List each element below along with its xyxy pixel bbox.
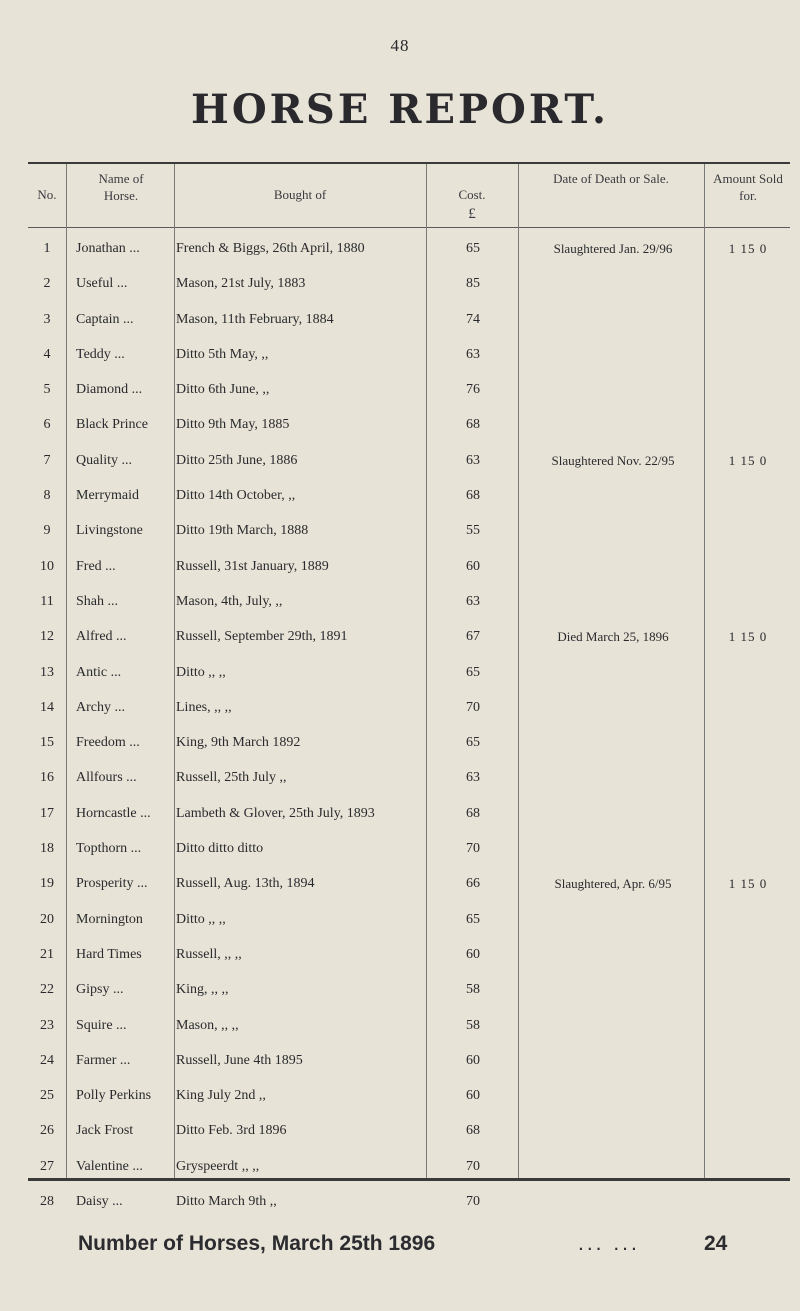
cell-cost: 67	[466, 629, 480, 645]
table-row	[28, 232, 790, 267]
cell-cost: 65	[466, 735, 480, 751]
table-row	[28, 761, 790, 796]
table-row	[28, 973, 790, 1008]
cell-no: 26	[40, 1123, 54, 1139]
cell-bought-of: Ditto Feb. 3rd 1896	[176, 1123, 287, 1139]
cell-no: 25	[40, 1088, 54, 1104]
cell-bought-of: Ditto 25th June, 1886	[176, 452, 298, 468]
cell-amount-sold: 1 15 0	[728, 629, 768, 645]
cell-bought-of: Russell, September 29th, 1891	[176, 629, 348, 645]
cell-horse-name: Valentine ...	[76, 1158, 143, 1174]
table-row	[28, 620, 790, 655]
table-row	[28, 1114, 790, 1149]
cell-bought-of: Gryspeerdt ,, ,,	[176, 1158, 260, 1174]
cell-no: 8	[43, 488, 51, 504]
cell-amount-sold: 1 15 0	[728, 452, 768, 468]
table-row	[28, 585, 790, 620]
summary-leader-dots: ... ...	[578, 1232, 640, 1255]
table-row	[28, 938, 790, 973]
cell-bought-of: Ditto 6th June, ,,	[176, 382, 270, 398]
table-row	[28, 1009, 790, 1044]
cell-horse-name: Shah ...	[76, 593, 118, 609]
cell-horse-name: Prosperity ...	[76, 876, 148, 892]
cell-bought-of: Russell, ,, ,,	[176, 946, 242, 962]
cell-horse-name: Captain ...	[76, 311, 134, 327]
cell-horse-name: Jonathan ...	[76, 241, 140, 256]
table-header-rule	[28, 227, 790, 228]
cell-cost: 58	[466, 1017, 480, 1033]
cell-bought-of: Mason, 11th February, 1884	[176, 311, 334, 327]
table-row	[28, 408, 790, 443]
cell-bought-of: Ditto 5th May, ,,	[176, 346, 269, 362]
cell-bought-of: Ditto 9th May, 1885	[176, 417, 290, 433]
cell-no: 1	[43, 241, 51, 256]
table-row	[28, 1185, 790, 1220]
cell-cost: 63	[466, 593, 480, 609]
cell-cost: 65	[466, 911, 480, 927]
page-title: HORSE REPORT.	[191, 86, 609, 133]
cell-horse-name: Daisy ...	[76, 1194, 123, 1210]
cell-horse-name: Livingstone	[76, 523, 143, 539]
cell-no: 19	[40, 876, 54, 892]
cell-no: 13	[40, 664, 54, 680]
cell-horse-name: Hard Times	[76, 946, 142, 962]
cell-horse-name: Archy ...	[76, 699, 125, 715]
cell-cost: 70	[466, 841, 480, 857]
cell-bought-of: Ditto ditto ditto	[176, 841, 264, 857]
page-number: 48	[390, 36, 410, 55]
cell-horse-name: Gipsy ...	[76, 982, 124, 998]
cell-horse-name: Useful ...	[76, 276, 128, 292]
cell-horse-name: Antic ...	[76, 664, 122, 680]
cell-bought-of: Lines, ,, ,,	[176, 699, 232, 715]
cell-bought-of: Ditto 14th October, ,,	[176, 488, 296, 504]
cell-no: 11	[40, 593, 54, 609]
cell-cost: 63	[466, 770, 480, 786]
cell-no: 5	[43, 382, 51, 398]
cell-horse-name: Squire ...	[76, 1017, 127, 1033]
cell-no: 9	[43, 523, 51, 539]
cell-cost: 74	[466, 311, 480, 327]
header-no: No.	[37, 187, 57, 202]
table-row	[28, 479, 790, 514]
cell-no: 20	[40, 911, 54, 927]
cell-no: 22	[40, 982, 54, 998]
cell-bought-of: Russell, 31st January, 1889	[176, 558, 329, 574]
cell-cost: 70	[466, 699, 480, 715]
cell-horse-name: Alfred ...	[76, 629, 127, 645]
cell-horse-name: Allfours ...	[76, 770, 137, 786]
table-top-rule	[28, 162, 790, 164]
cell-bought-of: King, 9th March 1892	[176, 735, 301, 751]
table-row	[28, 1079, 790, 1114]
cell-horse-name: Farmer ...	[76, 1052, 131, 1068]
cell-amount-sold: 1 15 0	[728, 876, 768, 892]
summary-label: Number of Horses, March 25th 1896	[78, 1232, 436, 1255]
cell-horse-name: Quality ...	[76, 452, 132, 468]
cell-cost: 60	[466, 558, 480, 574]
table-row	[28, 444, 790, 479]
cell-bought-of: Ditto ,, ,,	[176, 911, 226, 927]
cell-death-or-sale: Slaughtered Jan. 29/96	[553, 241, 673, 256]
cell-bought-of: Russell, 25th July ,,	[176, 770, 287, 786]
cell-no: 4	[43, 346, 51, 362]
cell-bought-of: Ditto ,, ,,	[176, 664, 226, 680]
cell-horse-name: Horncastle ...	[76, 805, 151, 821]
cell-no: 24	[40, 1052, 54, 1068]
cell-bought-of: King, ,, ,,	[176, 982, 229, 998]
cell-horse-name: Fred ...	[76, 558, 116, 574]
table-row	[28, 373, 790, 408]
cell-death-or-sale: Slaughtered Nov. 22/95	[551, 452, 675, 468]
cell-horse-name: Merrymaid	[76, 488, 139, 504]
cell-no: 7	[43, 452, 51, 468]
cell-no: 27	[40, 1158, 54, 1174]
cell-cost: 68	[466, 1123, 480, 1139]
cell-bought-of: Russell, Aug. 13th, 1894	[176, 876, 315, 892]
cell-no: 21	[40, 946, 54, 962]
cell-cost: 85	[466, 276, 480, 292]
cell-bought-of: Mason, ,, ,,	[176, 1017, 239, 1033]
cell-cost: 68	[466, 805, 480, 821]
cell-bought-of: King July 2nd ,,	[176, 1088, 266, 1104]
header-date: Date of Death or Sale.	[553, 171, 669, 186]
header-cost: Cost.	[458, 187, 486, 202]
cell-bought-of: Ditto 19th March, 1888	[176, 523, 309, 539]
cell-horse-name: Jack Frost	[76, 1123, 134, 1139]
table-row	[28, 514, 790, 549]
cell-cost: 76	[466, 382, 480, 398]
cell-cost: 65	[466, 664, 480, 680]
cell-no: 17	[40, 805, 54, 821]
horse-table-body	[28, 232, 790, 1220]
summary-total: 24	[704, 1232, 728, 1255]
cell-cost: 70	[466, 1194, 480, 1210]
table-row	[28, 1150, 790, 1185]
table-row	[28, 656, 790, 691]
table-row	[28, 867, 790, 902]
header-name: Name of Horse.	[98, 171, 144, 203]
cell-no: 16	[40, 770, 54, 786]
cell-cost: 63	[466, 346, 480, 362]
cell-bought-of: Lambeth & Glover, 25th July, 1893	[176, 805, 375, 821]
cell-no: 28	[40, 1194, 54, 1210]
cell-cost: 70	[466, 1158, 480, 1174]
cell-bought-of: Mason, 4th, July, ,,	[176, 593, 283, 609]
cell-no: 15	[40, 735, 54, 751]
cell-cost: 65	[466, 241, 480, 256]
cell-cost: 58	[466, 982, 480, 998]
cell-death-or-sale: Slaughtered, Apr. 6/95	[554, 876, 672, 892]
cell-no: 2	[43, 276, 51, 292]
cell-death-or-sale: Died March 25, 1896	[557, 629, 669, 645]
cell-amount-sold: 1 15 0	[728, 241, 768, 256]
cell-no: 12	[40, 629, 54, 645]
cell-horse-name: Diamond ...	[76, 382, 143, 398]
cell-no: 3	[43, 311, 51, 327]
table-row	[28, 338, 790, 373]
cell-no: 18	[40, 841, 54, 857]
table-row	[28, 726, 790, 761]
cell-cost: 68	[466, 417, 480, 433]
cell-cost: 55	[466, 523, 480, 539]
cell-horse-name: Black Prince	[76, 417, 148, 433]
cell-no: 6	[43, 417, 51, 433]
cell-horse-name: Mornington	[76, 911, 143, 927]
header-amount: Amount Sold for.	[713, 171, 783, 203]
cell-no: 23	[40, 1017, 54, 1033]
header-bought: Bought of	[273, 187, 327, 202]
cell-cost: 60	[466, 1052, 480, 1068]
cell-bought-of: Russell, June 4th 1895	[176, 1052, 303, 1068]
cell-horse-name: Freedom ...	[76, 735, 140, 751]
cell-cost: 66	[466, 876, 480, 892]
header-cost-unit: £	[468, 206, 476, 222]
cell-no: 10	[40, 558, 54, 574]
table-row	[28, 550, 790, 585]
cell-bought-of: Ditto March 9th ,,	[176, 1194, 277, 1210]
cell-cost: 60	[466, 1088, 480, 1104]
table-row	[28, 903, 790, 938]
cell-bought-of: Mason, 21st July, 1883	[176, 276, 306, 292]
table-row	[28, 267, 790, 302]
table-row	[28, 691, 790, 726]
cell-cost: 63	[466, 452, 480, 468]
cell-horse-name: Topthorn ...	[76, 841, 142, 857]
table-row	[28, 303, 790, 338]
cell-no: 14	[40, 699, 54, 715]
cell-bought-of: French & Biggs, 26th April, 1880	[176, 241, 365, 256]
table-row	[28, 797, 790, 832]
table-row	[28, 832, 790, 867]
cell-cost: 68	[466, 488, 480, 504]
cell-horse-name: Polly Perkins	[76, 1088, 152, 1104]
cell-cost: 60	[466, 946, 480, 962]
cell-horse-name: Teddy ...	[76, 346, 125, 362]
table-row	[28, 1044, 790, 1079]
